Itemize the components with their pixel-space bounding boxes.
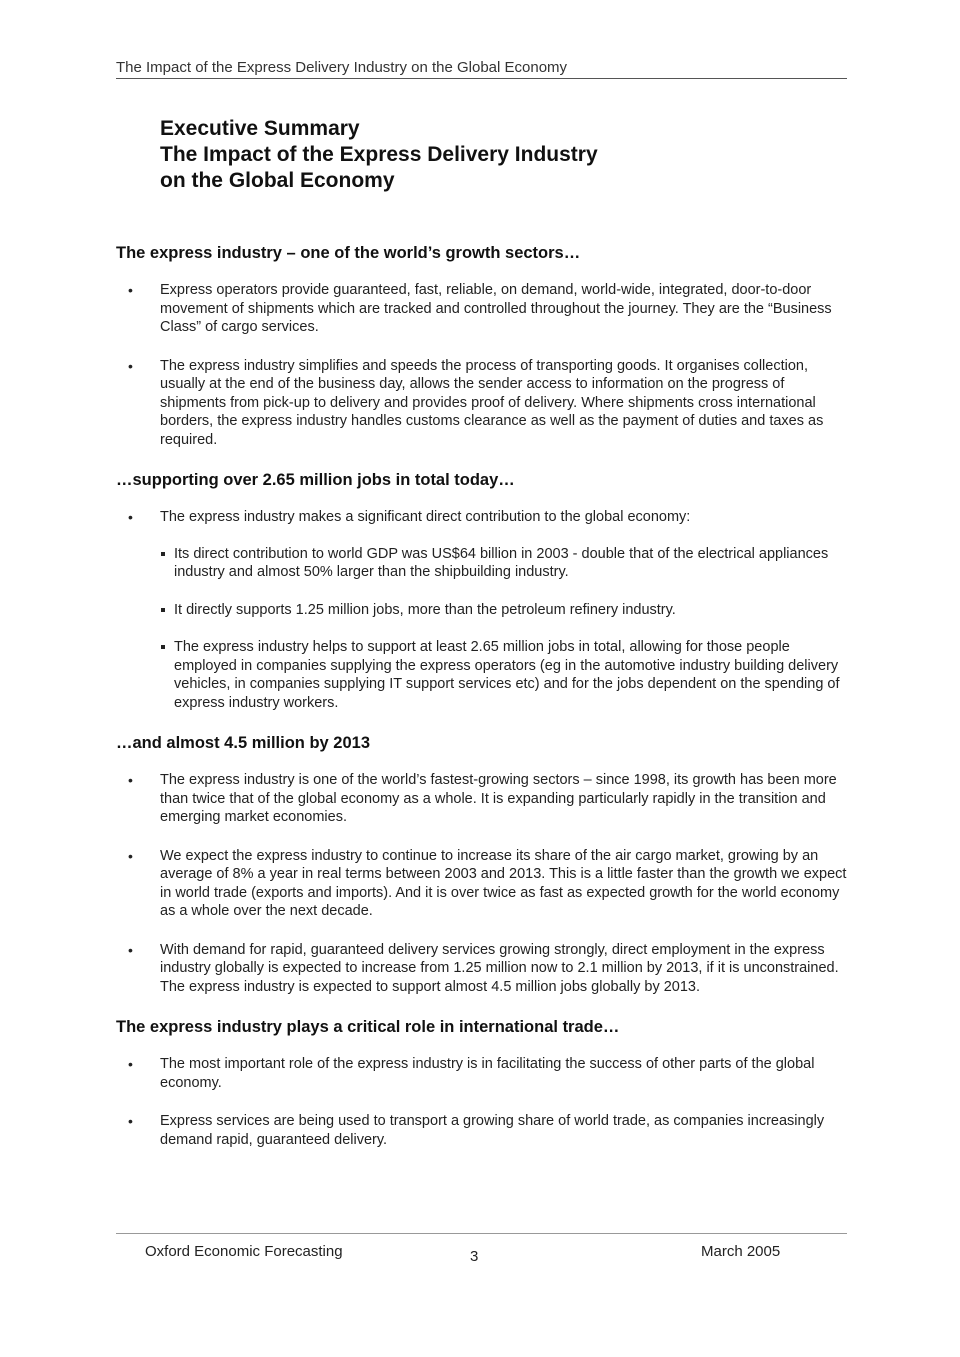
running-header: The Impact of the Express Delivery Industry on the Global Economy [116,59,847,79]
bullet-dot-icon: • [128,282,133,298]
list-item [116,508,847,527]
list-item [116,357,847,450]
bullet-dot-icon: • [128,509,133,525]
bullet-list [116,771,847,996]
title-line-1: Executive Summary [160,117,360,140]
bullet-dot-icon: • [128,1113,133,1129]
list-item [116,545,847,582]
section-heading: …supporting over 2.65 million jobs in total today… [116,471,515,489]
bullet-dot-icon: • [128,847,133,864]
bullet-list [116,508,847,527]
list-item [116,638,847,712]
list-item [116,847,847,921]
bullet-text: The express industry simplifies and speeds the process of transporting goods. It organises collection, usually at the end of the business day, allows the sender access to information on the progress of shipments from pick-up to delivery and provides proof of delivery. Where shipments cross international borders, the express industry handles customs clearance as well as the payment of duties and taxes as required. [160,357,824,448]
document-title [160,116,598,194]
list-item [116,771,847,827]
footer-divider [116,1233,847,1234]
bullet-dot-icon: • [128,1056,133,1072]
bullet-text: The most important role of the express industry is in facilitating the success of other parts of the global economy. [160,1056,815,1091]
bullet-text: Express services are being used to transport a growing share of world trade, as companies increasingly demand rapid, guaranteed delivery. [160,1113,825,1148]
title-line-2: The Impact of the Express Delivery Industry [160,143,598,166]
footer-organisation: Oxford Economic Forecasting [145,1243,343,1260]
sub-bullet-text: It directly supports 1.25 million jobs, more than the petroleum refinery industry. [174,601,676,618]
square-bullet-icon [161,608,165,612]
section-heading: The express industry – one of the world’s growth sectors… [116,244,581,262]
bullet-dot-icon: • [128,772,133,788]
title-line-3: on the Global Economy [160,169,395,192]
section-heading: The express industry plays a critical role in international trade… [116,1018,620,1036]
bullet-dot-icon: • [128,941,133,958]
list-item [116,941,847,997]
section-international-trade [116,1018,847,1149]
list-item [116,1055,847,1092]
bullet-text: The express industry makes a significant direct contribution to the global economy: [160,509,691,525]
square-bullet-icon [161,645,165,649]
footer-date: March 2005 [701,1243,781,1260]
sub-bullet-text: The express industry helps to support at least 2.65 million jobs in total, allowing for those people employed in companies supplying the express operators (eg in the automotive industry building delivery vehicles, in companies supplying IT support services etc) and for the jobs dependent on the spending of express industry workers. [174,639,840,711]
section-heading: …and almost 4.5 million by 2013 [116,734,371,752]
bullet-text: With demand for rapid, guaranteed delivery services growing strongly, direct employment in the express industry globally is expected to increase from 1.25 million now to 2.1 million by 2013, if it is unconstrained. The express industry is expected to support almost 4.5 million jobs globally by 2013. [160,941,839,995]
document-body [116,244,847,1149]
bullet-dot-icon: • [128,357,133,374]
sub-bullet-list [116,545,847,713]
list-item [116,281,847,337]
sub-bullet-text: Its direct contribution to world GDP was US$64 billion in 2003 - double that of the electrical appliances industry and almost 50% larger than the shipbuilding industry. [174,545,829,580]
bullet-text: The express industry is one of the world’s fastest-growing sectors – since 1998, its growth has been more than twice that of the global economy as a whole. It is expanding particularly rapidly in the transition and emerging market economies. [160,772,837,825]
bullet-list [116,1055,847,1149]
section-growth-sectors [116,244,847,449]
section-jobs-2013 [116,734,847,996]
list-item [116,601,847,620]
list-item [116,1112,847,1149]
bullet-text: We expect the express industry to continue to increase its share of the air cargo market, growing by an average of 8% a year in real terms between 2003 and 2013. This is a little faster than the growth we expect in world trade (exports and imports). And it is over twice as fast as expected growth for the world economy as a whole over the next decade. [160,847,847,919]
bullet-list [116,281,847,449]
square-bullet-icon [161,552,165,556]
bullet-text: Express operators provide guaranteed, fast, reliable, on demand, world-wide, integrated, door-to-door movement of shipments which are tracked and controlled throughout the journey. They are the “Business Class” of cargo services. [160,282,832,335]
section-jobs-today [116,471,847,712]
page-number: 3 [470,1248,479,1265]
